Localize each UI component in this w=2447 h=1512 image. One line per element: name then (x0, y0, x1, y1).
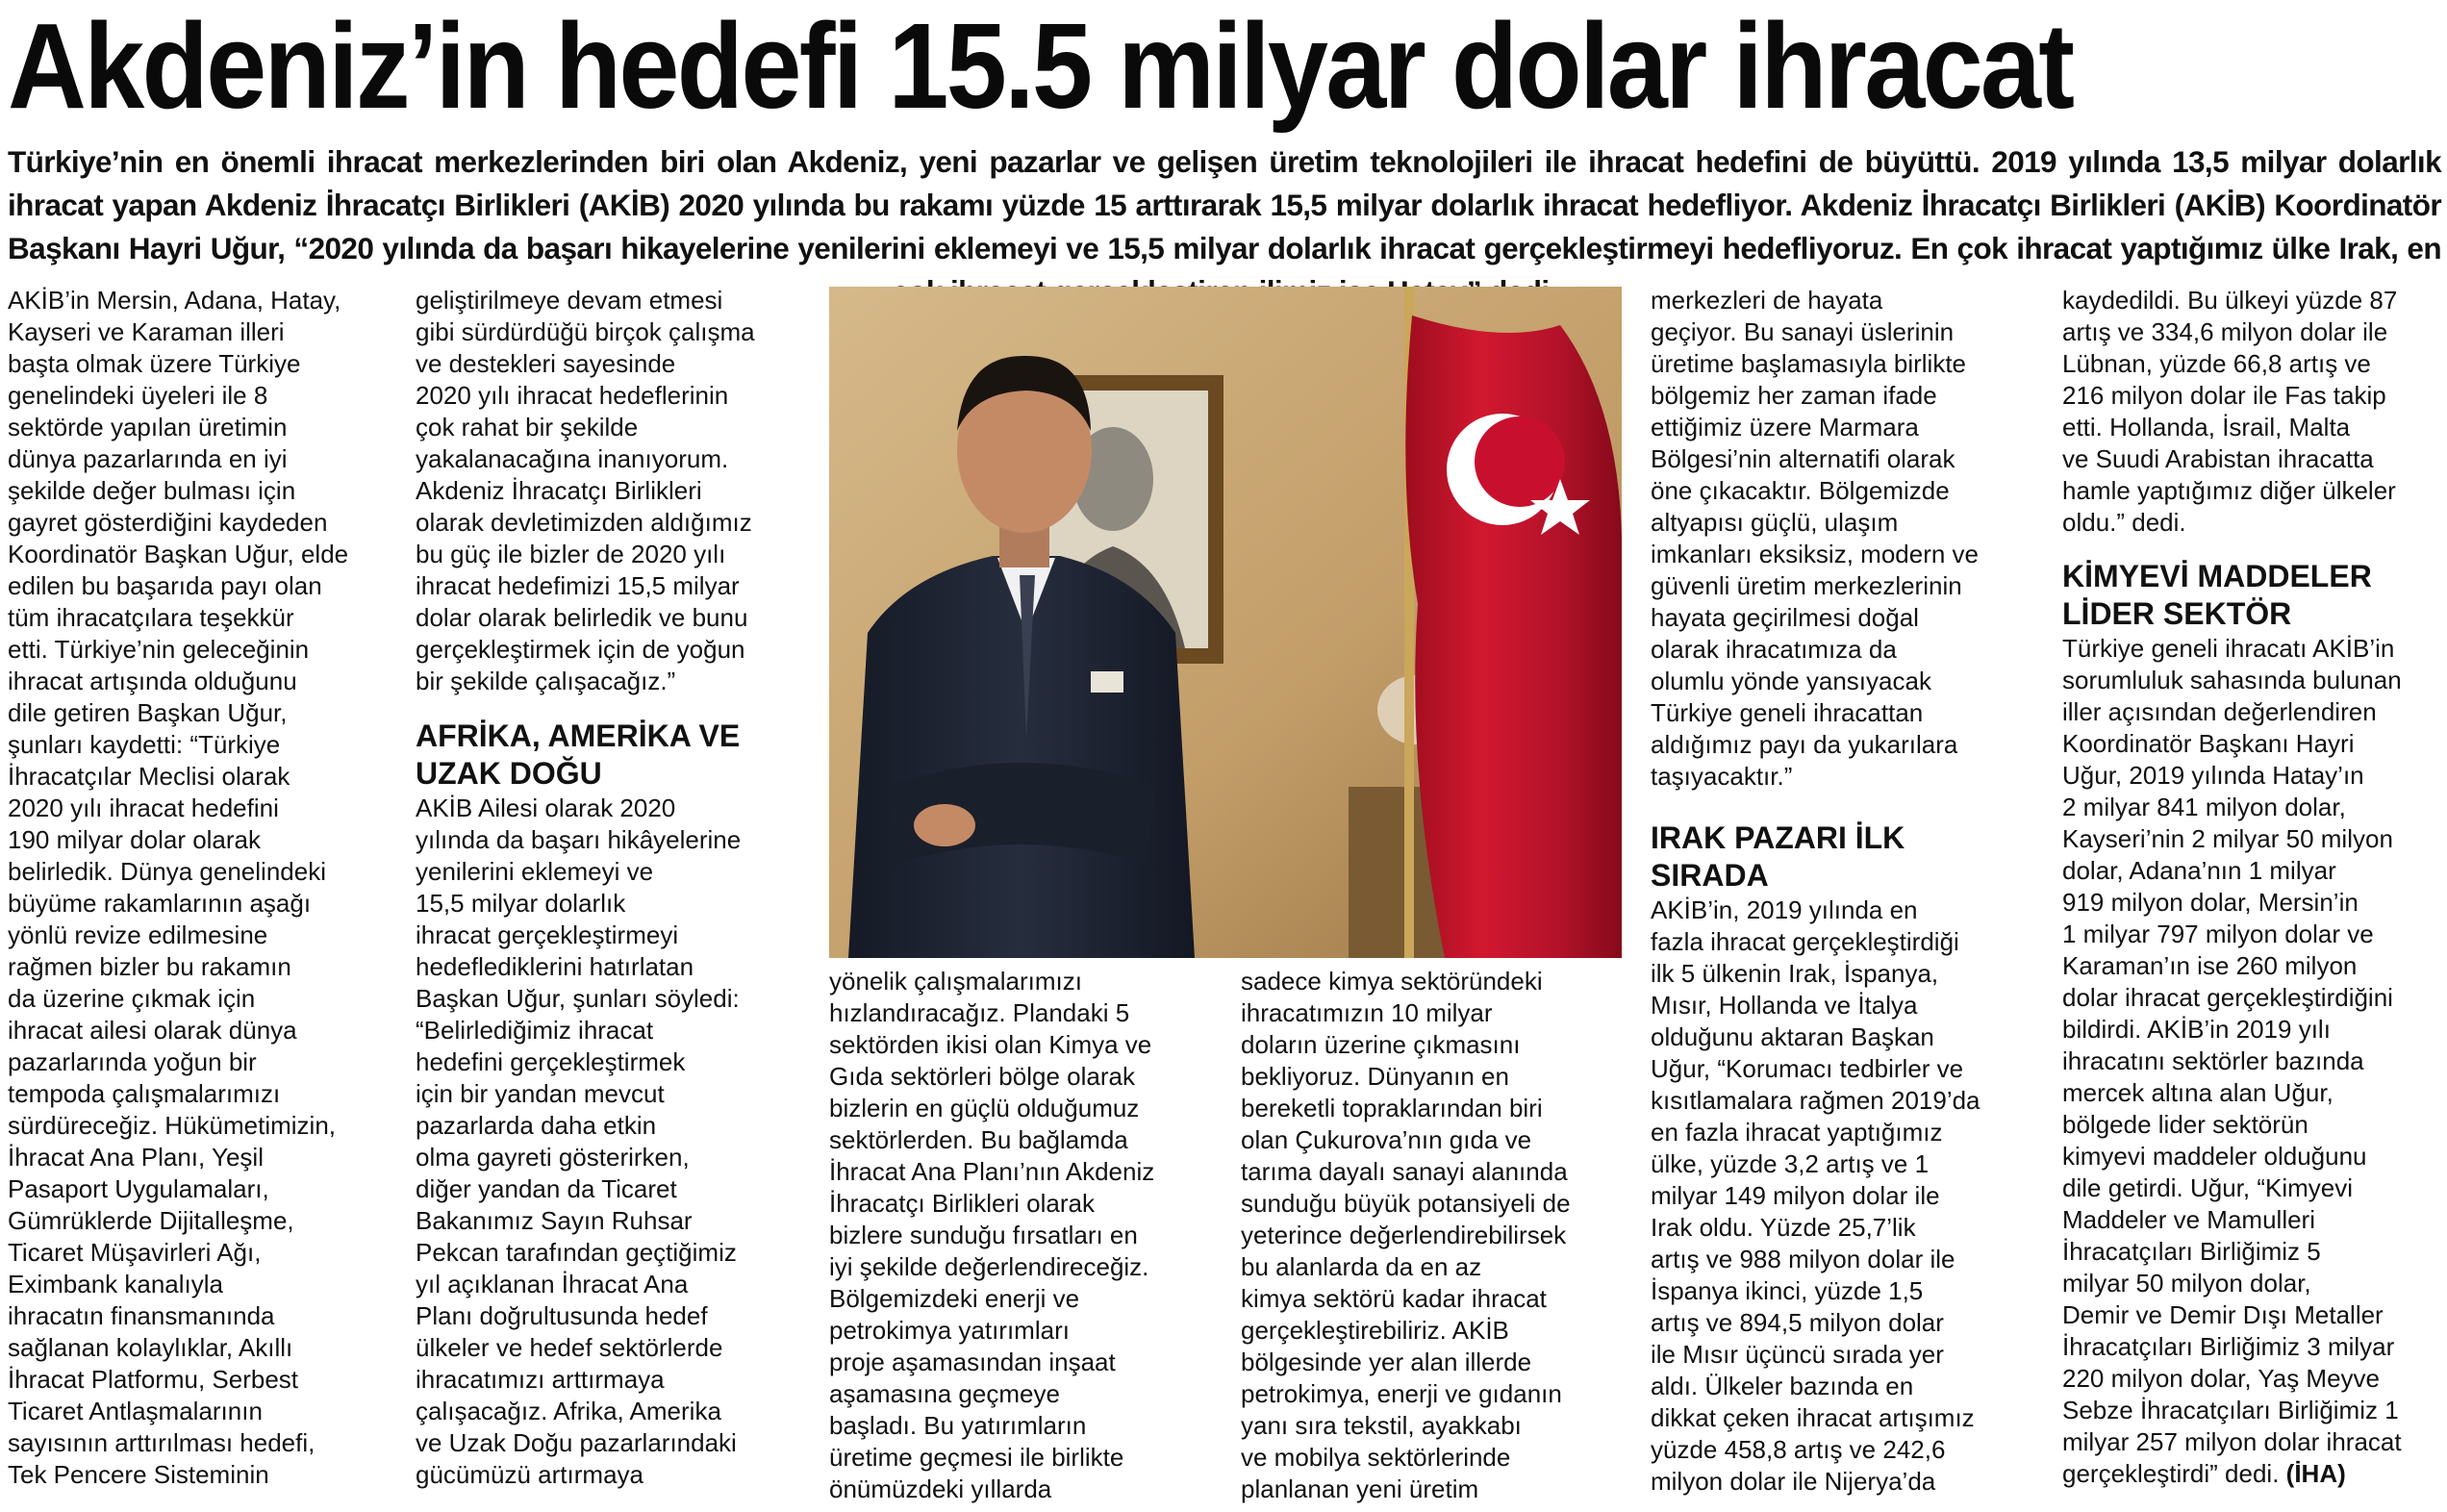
column-6 (2062, 285, 2442, 1490)
turkish-flag (1405, 315, 1622, 958)
column-6-bottom-text: Türkiye geneli ihracatı AKİB’in sorumluluk sahasında bulunan iller açısından değerlendiren Koordinatör Başkanı Hayri Uğur, 2019 yılında Hatay’ın 2 milyar 841 milyon dolar, Kayseri’nin 2 milyar 50 milyon dolar, Adana’nın 1 milyar 919 milyon dolar, Mersin’in 1 milyar 797 milyon dolar ve Karaman’ın ise 260 milyon dolar ihracat gerçekleştirdiğini bildirdi. AKİB’in 2019 yılı ihracatını sektörler bazında mercek altına alan Uğur, bölgede lider sektörün kimyevi maddeler olduğunu dile getirdi. Uğur, “Kimyevi Maddeler ve Mamulleri İhracatçıları Birliğimiz 5 milyar 50 milyon dolar, Demir ve Demir Dışı Metaller İhracatçıları Birliğimiz 3 milyar 220 milyon dolar, Yaş Meyve Sebze İhracatçıları Birliğimiz 1 milyar 257 milyon dolar ihracat gerçekleştirdi” dedi. (2062, 634, 2402, 1488)
article-headline: Akdeniz’in hedefi 15.5 milyar dolar ihracat (8, 0, 2073, 134)
subheading-iraq-market: IRAK PAZARI İLK SIRADA (1651, 820, 1905, 893)
article-lead: Türkiye’nin en önemli ihracat merkezlerinden biri olan Akdeniz, yeni pazarlar ve gelişen üretim teknolojileri ile ihracat hedefini de büyüttü. 2019 yılında 13,5 milyar dolarlık ihracat yapan Akdeniz İhracatçı Birlikleri (AKİB) 2020 yılında bu rakamı yüzde 15 arttırarak 15,5 milyar dolarlık ihracat hedefliyor. Akdeniz İhracatçı Birlikleri (AKİB) Koordinatör Başkanı Hayri Uğur, “2020 yılında da başarı hikayelerine yenilerini eklemeyi ve 15,5 milyar dolarlık ihracat gerçekleştirmeyi hedefliyoruz. En çok ihracat yaptığımız ülke Irak, en (8, 144, 2441, 265)
column-1 (8, 285, 407, 1491)
article-photo (829, 287, 1622, 958)
column-5-top-text: merkezleri de hayata geçiyor. Bu sanayi üslerinin üretime başlamasıyla birlikte bölgemiz her zaman ifade ettiğimiz üzere Marmara Bölgesi’nin alternatifi olarak öne çıkacaktır. Bölgemizde altyapısı güçlü, ulaşım imkanları eksiksiz, modern ve güvenli üretim merkezlerinin hayata geçirilmesi doğal olarak ihracatımıza da olumlu yönde yansıyacak Türkiye geneli ihracattan aldığımız payı da yukarılara taşıyacaktır.” (1651, 286, 1979, 791)
column-5-bottom-text: AKİB’in, 2019 yılında en fazla ihracat gerçekleştirdiği ilk 5 ülkenin Irak, İspanya, Mısır, Hollanda ve İtalya olduğunu aktaran Başkan Uğur, “Korumacı tedbirler ve kısıtlamalara rağmen 2019’da en fazla ihracat yaptığımız ülke, yüzde 3,2 artış ve 1 milyar 149 milyon dolar ile Irak oldu. Yüzde 25,7’lik artış ve 988 milyon dolar ile İspanya ikinci, yüzde 1,5 artış ve 894,5 milyon dolar ile Mısır üçüncü sırada yer aldı. Ülkeler bazında en dikkat çeken ihracat artışımız yüzde 458,8 artış ve 242,6 milyon dolar ile Nijerya’da (1651, 895, 1980, 1496)
column-4 (1241, 966, 1626, 1505)
column-2-top-text: geliştirilmeye devam etmesi gibi sürdürdüğü birçok çalışma ve destekleri sayesinde 2020 yılı ihracat hedeflerinin çok rahat bir şekilde yakalanacağına inanıyorum. Akdeniz İhracatçı Birlikleri olarak devletimizden aldığımız bu güç ile bizler de 2020 yılı ihracat hedefimizi 15,5 milyar dolar olarak belirledik ve bunu gerçekleştirmek için de yoğun bir şekilde çalışacağız.” (416, 286, 755, 695)
column-3 (829, 966, 1224, 1505)
column-6-top-text: kaydedildi. Bu ülkeyi yüzde 87 artış ve 334,6 milyon dolar ile Lübnan, yüzde 66,8 artış ve 216 milyon dolar ile Fas takip etti. Hollanda, İsrail, Malta ve Suudi Arabistan ihracatta hamle yaptığımız diğer ülkeler oldu.” dedi. (2062, 286, 2398, 537)
subheading-chemicals-leading: KİMYEVİ MADDELER LİDER SEKTÖR (2062, 559, 2372, 631)
byline: (İHA) (2285, 1459, 2346, 1488)
column-5 (1651, 285, 2050, 1498)
subheading-africa-america: AFRİKA, AMERİKA VE UZAK DOĞU (416, 718, 741, 791)
column-1-text: AKİB’in Mersin, Adana, Hatay, Kayseri ve Karaman illeri başta olmak üzere Türkiye genelindeki üyeleri ile 8 sektörde yapılan üretimin dünya pazarlarında en iyi şekilde değer bulması için gayret gösterdiğini kaydeden Koordinatör Başkan Uğur, elde edilen bu başarıda payı olan tüm ihracatçılara teşekkür etti. Türkiye’nin geleceğinin ihracat artışında olduğunu dile getiren Başkan Uğur, şunları kaydetti: “Türkiye İhracatçılar Meclisi olarak 2020 yılı ihracat hedefini 190 milyar dolar olarak belirledik. Dünya genelindeki büyüme rakamlarının aşağı yönlü revize edilmesine rağmen bizler bu rakamın da üzerine çıkmak için ihracat ailesi olarak dünya pazarlarında yoğun bir tempoda çalışmalarımızı sürdüreceğiz. Hükümetimizin, İhracat Ana Planı, Yeşil Pasaport Uygulamaları, Gümrüklerde Dijitalleşme, Ticaret Müşavirleri Ağı, Eximbank kanalıyla ihracatın finansmanında sağlanan kolaylıklar, Akıllı İhracat Platformu, Serbest Ticaret Antlaşmalarının sayısının arttırılması hedefi, Tek Pencere Sisteminin (8, 286, 349, 1489)
portrait-photo-illustration (829, 287, 1622, 958)
column-4-text: sadece kimya sektöründeki ihracatımızın 10 milyar doların üzerine çıkmasını bekliyoruz. Dünyanın en bereketli topraklarından biri olan Çukurova’nın gıda ve tarıma dayalı sanayi alanında sunduğu büyük potansiyeli de yeterince değerlendirebilirsek bu alanlarda da en az kimya sektörü kadar ihracat gerçekleştirebiliriz. AKİB bölgesinde yer alan illerde petrokimya, enerji ve gıdanın yanı sıra tekstil, ayakkabı ve mobilya sektörlerinde planlanan yeni üretim (1241, 967, 1571, 1503)
column-2-bottom-text: AKİB Ailesi olarak 2020 yılında da başarı hikâyelerine yenilerini eklemeyi ve 15,5 milyar dolarlık ihracat gerçekleştirmeyi hedeflediklerini hatırlatan Başkan Uğur, şunları söyledi: “Belirlediğimiz ihracat hedefini gerçekleştirmek için bir yandan mevcut pazarlarda daha etkin olma gayreti gösterirken, diğer yandan da Ticaret Bakanımız Sayın Ruhsar Pekcan tarafından geçtiğimiz yıl açıklanan İhracat Ana Planı doğrultusunda hedef ülkeler ve hedef sektörlerde ihracatımızı arttırmaya çalışacağız. Afrika, Amerika ve Uzak Doğu pazarlarındaki gücümüzü artırmaya (416, 794, 742, 1489)
column-3-text: yönelik çalışmalarımızı hızlandıracağız. Plandaki 5 sektörden ikisi olan Kimya ve Gıda sektörleri bölge olarak bizlerin en güçlü olduğumuz sektörlerden. Bu bağlamda İhracat Ana Planı’nın Akdeniz İhracatçı Birlikleri olarak bizlere sunduğu fırsatları en iyi şekilde değerlendireceğiz. Bölgemizdeki enerji ve petrokimya yatırımları proje aşamasından inşaat aşamasına geçmeye başladı. Bu yatırımların üretime geçmesi ile birlikte önümüzdeki yıllarda (829, 967, 1155, 1503)
column-2 (416, 285, 820, 1491)
